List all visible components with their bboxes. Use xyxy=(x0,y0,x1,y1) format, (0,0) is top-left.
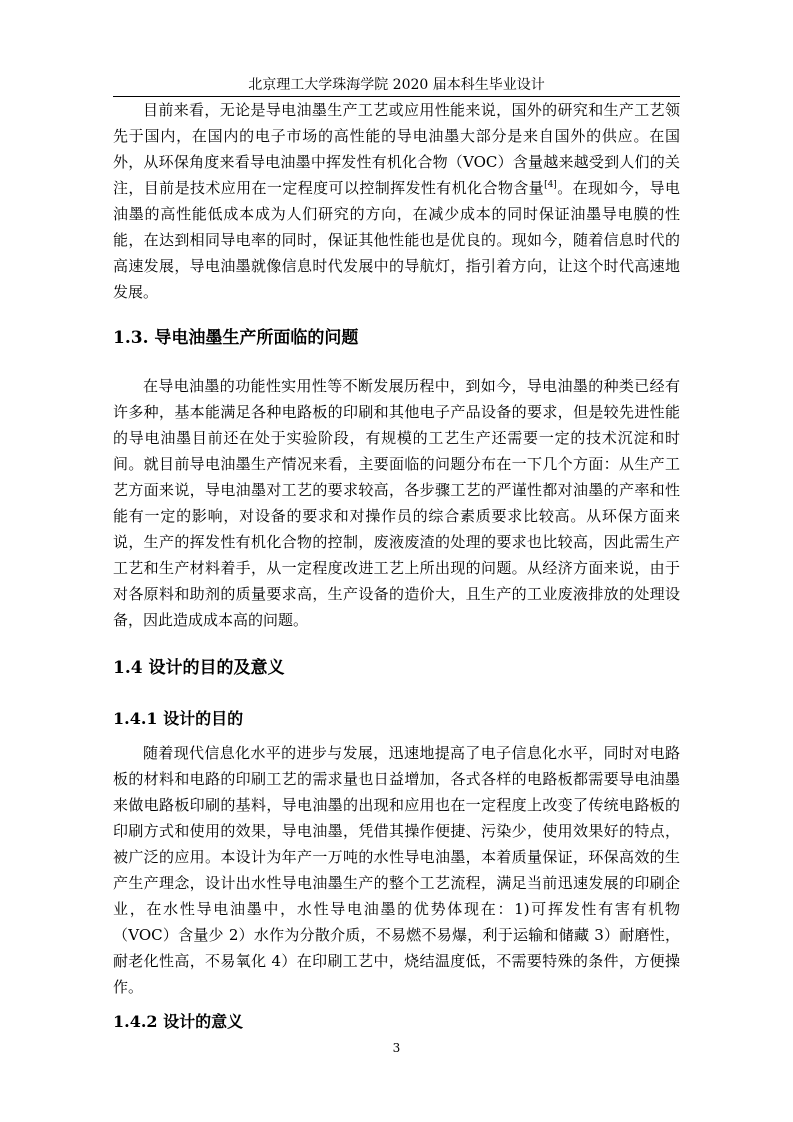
paragraph-text: 。在现如今，导电油墨的高性能低成本成为人们研究的方向，在减少成本的同时保证油墨导电膜的性能，在达到相同导电率的同时，保证其他性能也是优良的。现如今，随着信息时代的高速发展，导电油墨就像信息时代发展中的导航灯，指引着方向，让这个时代高速地发展。 xyxy=(113,179,680,301)
page-number: 3 xyxy=(392,1041,401,1055)
subsection-heading-1-4-1: 1.4.1 设计的目的 xyxy=(113,709,244,728)
paragraph-overseas-research xyxy=(113,97,680,305)
section-heading-1-4: 1.4 设计的目的及意义 xyxy=(113,658,285,678)
citation-reference: [4] xyxy=(544,180,557,190)
paragraph-design-purpose: 随着现代信息化水平的进步与发展，迅速地提高了电子信息化水平，同时对电路板的材料和电路的印刷工艺的需求量也日益增加，各式各样的电路板都需要导电油墨来做电路板印刷的基料，导电油墨的出现和应用也在一定程度上改变了传统电路板的印刷方式和使用的效果，导电油墨，凭借其操作便捷、污染少，使用效果好的特点，被广泛的应用。本设计为年产一万吨的水性导电油墨，本着质量保证，环保高效的生产生产理念，设计出水性导电油墨生产的整个工艺流程，满足当前迅速发展的印刷企业，在水性导电油墨中，水性导电油墨的优势体现在：1)可挥发性有害有机物（VOC）含量少 2）水作为分散介质，不易燃不易爆，利于运输和储藏 3）耐磨性，耐老化性高，不易氧化 4）在印刷工艺中，烧结温度低，不需要特殊的条件，方便操作。 xyxy=(113,744,680,996)
section-heading-1-3: 1.3. 导电油墨生产所面临的问题 xyxy=(113,328,359,348)
page-header: 北京理工大学珠海学院 2020 届本科生毕业设计 xyxy=(113,76,680,97)
paragraph-production-problems: 在导电油墨的功能性实用性等不断发展历程中，到如今，导电油墨的种类已经有许多种，基本能满足各种电路板的印刷和其他电子产品设备的要求，但是较先进性能的导电油墨目前还在处于实验阶段，有规模的工艺生产还需要一定的技术沉淀和时间。就目前导电油墨生产情况来看，主要面临的问题分布在一下几个方面：从生产工艺方面来说，导电油墨对工艺的要求较高，各步骤工艺的严谨性都对油墨的产率和性能有一定的影响，对设备的要求和对操作员的综合素质要求比较高。从环保方面来说，生产的挥发性有机化合物的控制，废液废渣的处理的要求也比较高，因此需生产工艺和生产材料着手，从一定程度改进工艺上所出现的问题。从经济方面来说，由于对各原料和助剂的质量要求高，生产设备的造价大，且生产的工业废液排放的处理设备，因此造成成本高的问题。 xyxy=(113,377,680,629)
paragraph-text: 目前来看，无论是导电油墨生产工艺或应用性能来说，国外的研究和生产工艺领先于国内，在国内的电子市场的高性能的导电油墨大部分是来自国外的供应。在国外，从环保角度来看导电油墨中挥发性有机化合物（VOC）含量越来越受到人们的关注，目前是技术应用在一定程度可以控制挥发性有机化合物含量 xyxy=(113,101,680,197)
page-body xyxy=(113,97,680,1035)
subsection-heading-1-4-2: 1.4.2 设计的意义 xyxy=(113,1012,244,1031)
